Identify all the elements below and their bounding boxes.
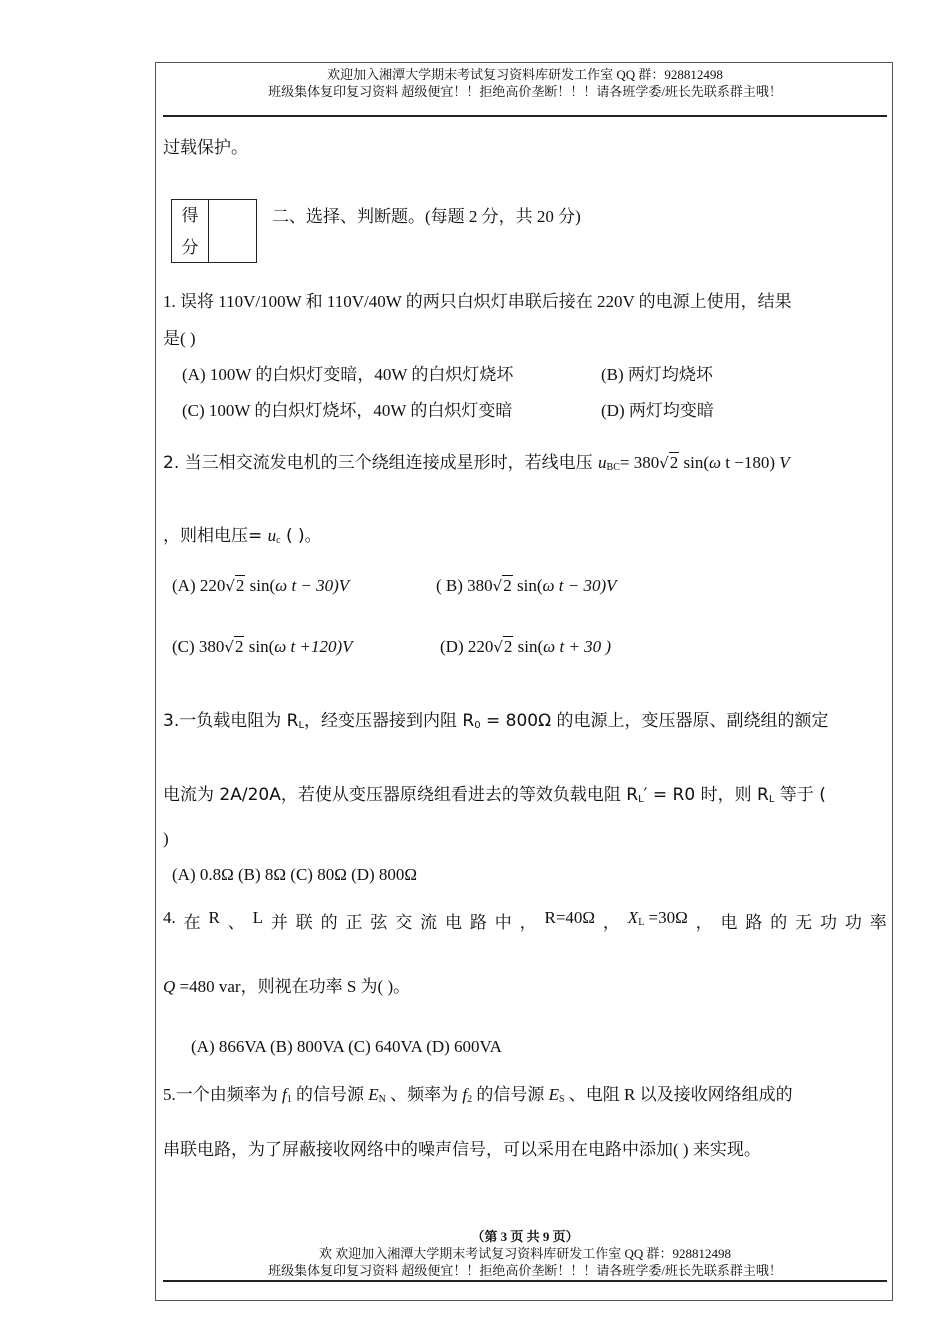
q5-stem-line1: 5.一个由频率为 $f_1$ 的信号源 $E_N$ 、频率为 $f_2$ 的信号源 $E_S$ 、电阻 R 以及接收网络组成的 — [163, 1085, 793, 1105]
q2-prefix: 2. 当三相交流发电机的三个绕组连接成星形时，若线电压 — [163, 453, 599, 473]
q1-option-c: (C) 100W 的白炽灯烧坏，40W 的白炽灯变暗 — [182, 401, 513, 420]
q4-word: 功 — [820, 913, 838, 932]
q4-word: 的 — [320, 913, 338, 932]
q2-v: V — [779, 453, 790, 472]
carry-over-text: 过载保护。 — [163, 138, 248, 157]
q4-stem-line2 — [163, 972, 410, 997]
sqrt-symbol: √2 — [492, 576, 512, 595]
q2-u-c: u — [267, 526, 277, 545]
q4-word: 联 — [295, 913, 313, 932]
q2-sub-bc: BC — [606, 462, 620, 473]
header-line-1: 欢迎加入湘潭大学期末考试复习资料库研发工作室 QQ 群：928812498 — [327, 67, 723, 82]
q2-option-b: ( B) 380√2 sin(ω t − 30)V — [436, 576, 617, 595]
q2-u: u — [598, 453, 607, 472]
q4-word: 路 — [469, 913, 487, 932]
q4-word: 在 — [183, 913, 201, 932]
sqrt-symbol: √2 — [224, 637, 244, 656]
q2-eq: = 380 — [619, 453, 660, 472]
q4-word: 并 — [270, 913, 288, 932]
q1-stem-line2: 是( ) — [163, 329, 196, 348]
q4-q-eq: =480 var — [175, 977, 241, 996]
q4-word: ， — [695, 913, 713, 932]
q4-word: 率 — [869, 913, 887, 932]
q1-option-d: (D) 两灯均变暗 — [601, 401, 714, 420]
q1-stem-line1: 1. 误将 110V/100W 和 110V/40W 的两只白炽灯串联后接在 220V 的电源上使用，结果 — [163, 292, 792, 311]
q2-line2-a: ，则相电压= — [163, 526, 268, 546]
q4-word: ， — [602, 913, 620, 932]
q4-word: 4. — [163, 908, 176, 927]
q4-word: 正 — [345, 913, 363, 932]
q4-word: 无 — [795, 913, 813, 932]
q2-option-a: (A) 220√2 sin(ω t − 30)V — [172, 576, 350, 595]
q4-word: 的 — [770, 913, 788, 932]
q4-word: L — [252, 908, 263, 927]
q4-word: 电 — [444, 913, 462, 932]
q5-stem-line2: 串联电路，为了屏蔽接收网络中的噪声信号，可以采用在电路中添加( ) 来实现。 — [163, 1140, 761, 1159]
page-number: （第 3 页 共 9 页） — [471, 1229, 579, 1244]
page-frame — [155, 62, 893, 1301]
header-rule — [163, 115, 887, 117]
sqrt-symbol: √2 — [659, 453, 679, 472]
q2-option-d: (D) 220√2 sin(ω t + 30 ) — [440, 637, 612, 656]
footer-line-1: 欢 欢迎加入湘潭大学期末考试复习资料库研发工作室 QQ 群：928812498 — [318, 1246, 732, 1261]
score-box-divider — [208, 200, 209, 262]
header-line-2: 班级集体复印复习资料 超级便宜！！拒绝高价垄断！！！请各班学委/班长先联系群主哦！ — [268, 84, 782, 99]
q2-stem-line2 — [163, 521, 322, 546]
q4-word: 电 — [720, 913, 738, 932]
q4-word: R=40Ω — [544, 908, 596, 927]
q4-word: ， — [519, 913, 537, 932]
q4-word: 中 — [494, 913, 512, 932]
q4-word: 、 — [227, 913, 245, 932]
q4-xl: $X_L =30\Omega$ — [627, 908, 688, 928]
q4-word: 功 — [844, 913, 862, 932]
score-label-bottom: 分 — [181, 238, 199, 257]
sqrt-symbol: √2 — [225, 576, 245, 595]
q4-stem-line1 — [163, 908, 887, 933]
q3-stem-line1: 3.一负载电阻为 $R_L$，经变压器接到内阻 $R_0 = 800\Omega$ 的电源上，变压器原、副绕组的额定 — [163, 711, 829, 731]
q2-sin: sin( — [679, 453, 710, 472]
score-box — [171, 199, 257, 263]
q2-option-c: (C) 380√2 sin(ω t +120)V — [172, 637, 353, 656]
q3-stem-line3: ) — [163, 829, 169, 848]
score-label-top: 得 — [181, 206, 199, 225]
q2-sub-c: c — [276, 535, 281, 546]
footer-line-2: 班级集体复印复习资料 超级便宜！！拒绝高价垄断！！！请各班学委/班长先联系群主哦！ — [268, 1263, 782, 1278]
sqrt-symbol: √2 — [493, 637, 513, 656]
q2-line2-b: ( )。 — [280, 526, 322, 546]
q1-option-b: (B) 两灯均烧坏 — [601, 365, 713, 384]
q2-rest: t −180) — [721, 453, 780, 472]
q2-stem-line1 — [163, 448, 790, 473]
q3-options: (A) 0.8Ω (B) 8Ω (C) 80Ω (D) 800Ω — [172, 865, 418, 884]
q4-word: 交 — [395, 913, 413, 932]
q4-line2-rest: ，则视在功率 S 为( )。 — [240, 977, 411, 996]
q4-word: 路 — [745, 913, 763, 932]
q4-q: Q — [163, 977, 176, 996]
q4-word: 弦 — [370, 913, 388, 932]
omega-symbol: ω — [709, 453, 722, 472]
q1-option-a: (A) 100W 的白炽灯变暗，40W 的白炽灯烧坏 — [182, 365, 514, 384]
section-title: 二、选择、判断题。(每题 2 分，共 20 分) — [272, 207, 581, 226]
q4-options: (A) 866VA (B) 800VA (C) 640VA (D) 600VA — [191, 1037, 502, 1056]
q3-stem-line2: 电流为 2A/20A，若使从变压器原绕组看进去的等效负载电阻 $R_L' = R0$ 时，则 $R_L$ 等于 ( — [163, 785, 826, 805]
q4-word: R — [208, 908, 220, 927]
footer-rule — [163, 1280, 887, 1282]
q4-word: 流 — [420, 913, 438, 932]
